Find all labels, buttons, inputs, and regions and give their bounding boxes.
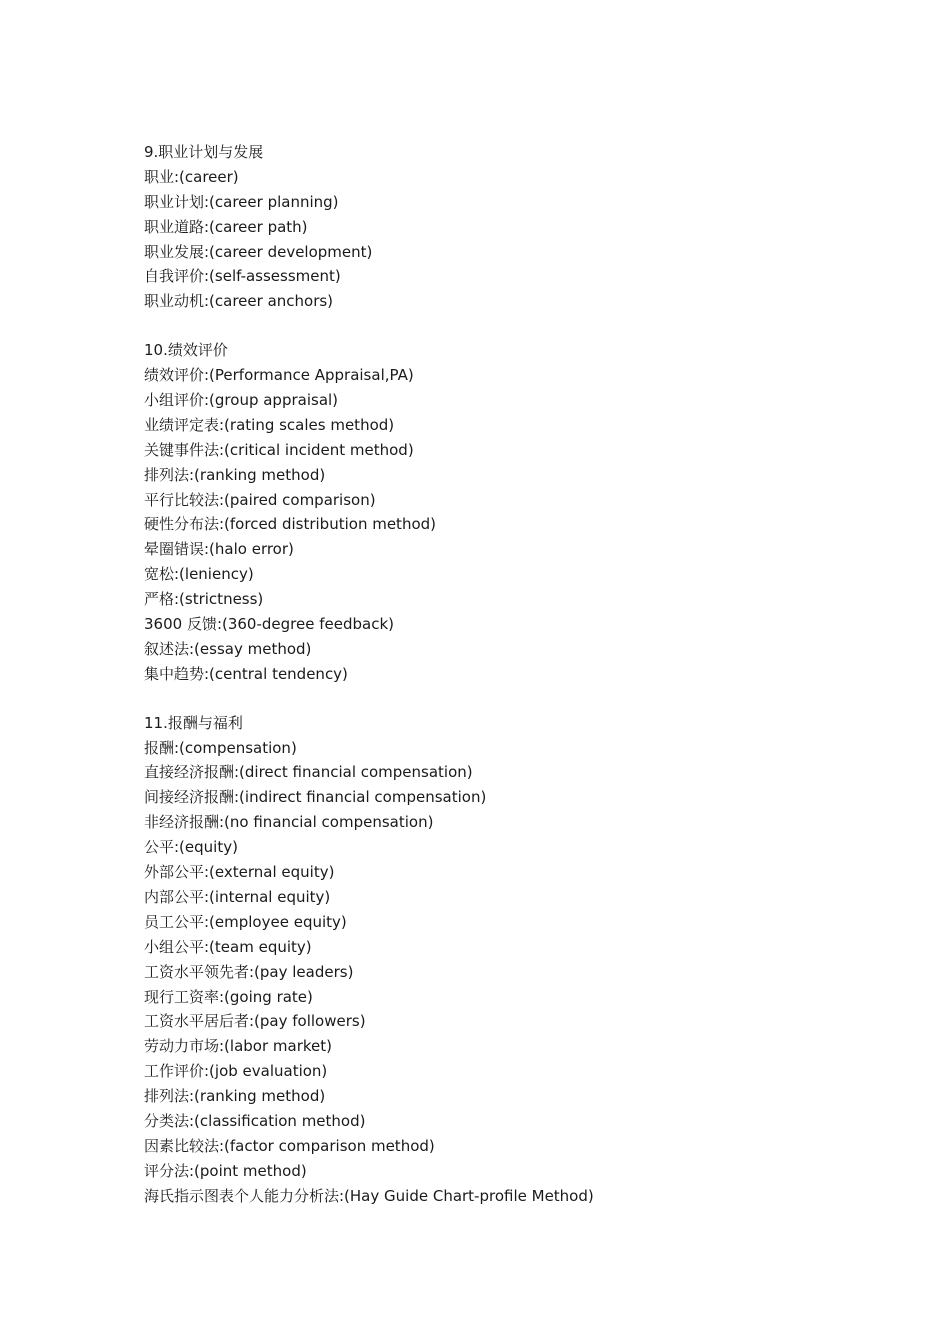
term-line: 硬性分布法:(forced distribution method) (144, 515, 436, 534)
document-content (144, 140, 904, 1209)
term-line: 外部公平:(external equity) (144, 863, 335, 882)
term-line: 间接经济报酬:(indirect financial compensation) (144, 788, 487, 807)
term-line: 直接经济报酬:(direct financial compensation) (144, 763, 473, 782)
term-line: 严格:(strictness) (144, 590, 264, 609)
term-line: 职业动机:(career anchors) (144, 292, 334, 311)
term-line: 绩效评价:(Performance Appraisal,PA) (144, 366, 414, 385)
term-line: 评分法:(point method) (144, 1161, 307, 1180)
section-compensation-benefits (144, 711, 904, 1209)
term-line: 宽松:(leniency) (144, 565, 254, 584)
term-line: 关键事件法:(critical incident method) (144, 440, 414, 459)
term-line: 内部公平:(internal equity) (144, 887, 331, 906)
term-line: 职业发展:(career development) (144, 242, 373, 261)
term-line: 工资水平领先者:(pay leaders) (144, 962, 354, 981)
term-line: 排列法:(ranking method) (144, 1087, 326, 1106)
term-line: 非经济报酬:(no financial compensation) (144, 813, 434, 832)
term-line: 小组公平:(team equity) (144, 937, 312, 956)
term-line: 职业:(career) (144, 167, 239, 186)
section-career-planning (144, 140, 904, 314)
section-heading: 10.绩效评价 (144, 341, 228, 360)
term-line: 排列法:(ranking method) (144, 465, 326, 484)
section-heading: 9.职业计划与发展 (144, 143, 264, 161)
term-line: 自我评价:(self-assessment) (144, 267, 341, 286)
term-line: 工资水平居后者:(pay followers) (144, 1012, 366, 1031)
section-performance-appraisal (144, 338, 904, 686)
term-line: 报酬:(compensation) (144, 738, 297, 757)
term-line: 工作评价:(job evaluation) (144, 1062, 328, 1081)
section-heading: 11.报酬与福利 (144, 713, 243, 732)
term-line: 分类法:(classification method) (144, 1111, 366, 1130)
term-line: 公平:(equity) (144, 838, 238, 857)
term-line: 3600 反馈:(360-degree feedback) (144, 615, 394, 634)
term-line: 晕圈错误:(halo error) (144, 540, 294, 559)
term-line: 员工公平:(employee equity) (144, 912, 347, 931)
term-line: 平行比较法:(paired comparison) (144, 490, 376, 509)
term-line: 海氏指示图表个人能力分析法:(Hay Guide Chart-profile Method) (144, 1186, 594, 1205)
term-line: 现行工资率:(going rate) (144, 987, 313, 1006)
term-line: 劳动力市场:(labor market) (144, 1037, 332, 1056)
term-line: 业绩评定表:(rating scales method) (144, 415, 395, 434)
term-line: 小组评价:(group appraisal) (144, 391, 339, 410)
term-line: 职业道路:(career path) (144, 217, 308, 236)
term-line: 职业计划:(career planning) (144, 192, 339, 211)
term-line: 集中趋势:(central tendency) (144, 664, 348, 683)
term-line: 叙述法:(essay method) (144, 639, 312, 658)
term-line: 因素比较法:(factor comparison method) (144, 1136, 435, 1155)
